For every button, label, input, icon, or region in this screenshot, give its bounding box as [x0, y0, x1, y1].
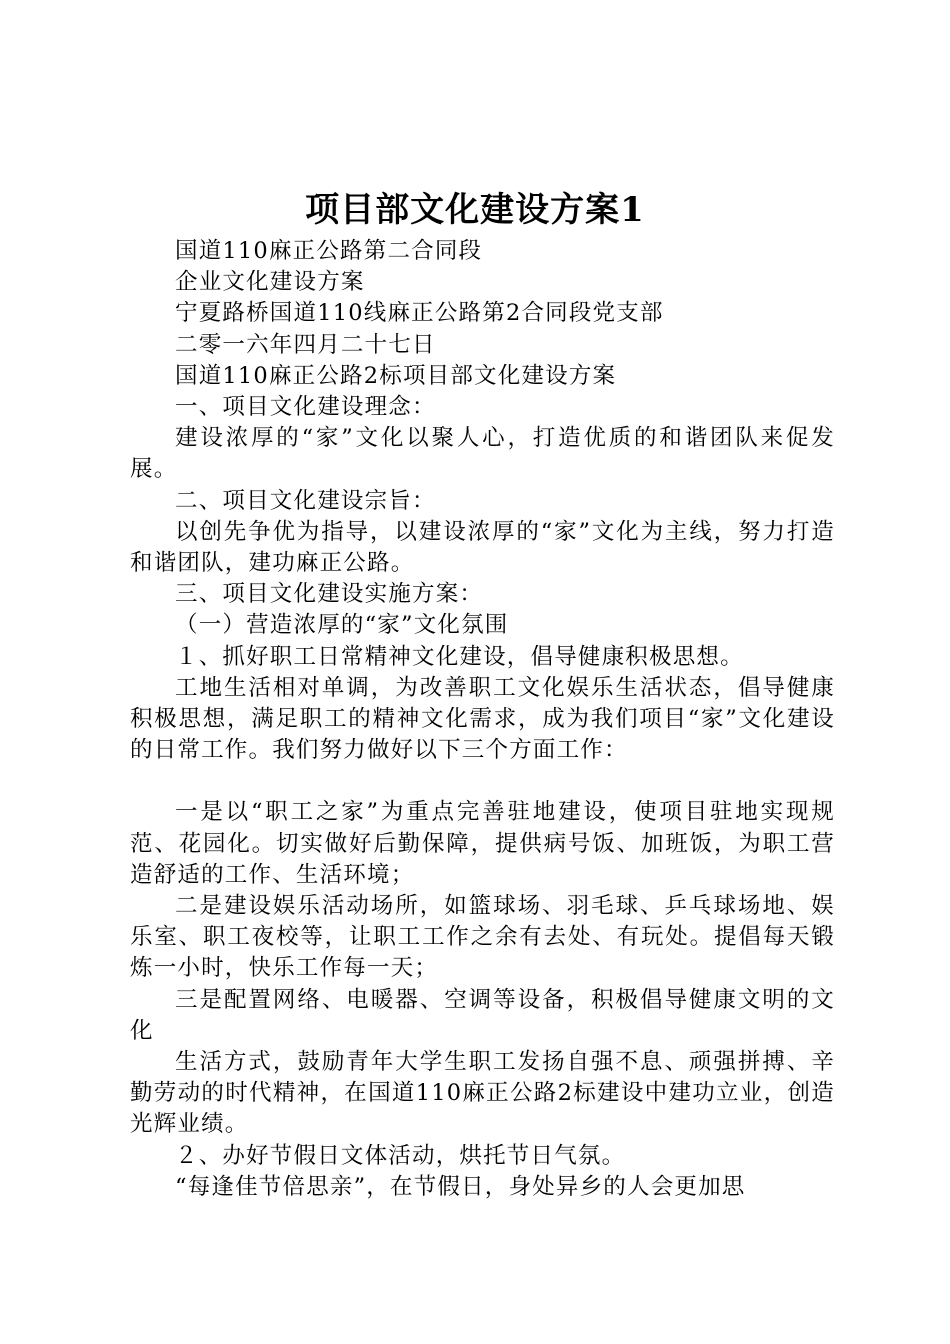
heading-purpose: 二、项目文化建设宗旨： — [175, 487, 436, 514]
paragraph-purpose: 以创先争优为指导，以建设浓厚的“家”文化为主线，努力打造和谐团队，建功麻正公路。 — [130, 518, 835, 577]
document-title: 项目部文化建设方案1 — [305, 190, 645, 230]
item-1-heading: １、抓好职工日常精神文化建设，倡导健康积极思想。 — [175, 643, 744, 670]
paragraph-lifestyle: 生活方式，鼓励青年大学生职工发扬自强不息、顽强拼搏、辛勤劳动的时代精神，在国道110麻正公路2标建设中建功立业，创造光辉业绩。 — [130, 1049, 835, 1138]
paragraph-point-one: 一是以“职工之家”为重点完善驻地建设，使项目驻地实现规范、花园化。切实做好后勤保障，提供病号饭、加班饭，为职工营造舒适的工作、生活环境； — [130, 799, 835, 888]
heading-implementation: 三、项目文化建设实施方案： — [175, 581, 484, 608]
paragraph-holiday: “每逢佳节倍思亲”，在节假日，身处异乡的人会更加思 — [175, 1173, 746, 1200]
document-body — [130, 236, 835, 1203]
paragraph-point-two: 二是建设娱乐活动场所，如篮球场、羽毛球、乒乓球场地、娱乐室、职工夜校等，让职工工作之余有去处、有玩处。提倡每天锻炼一小时，快乐工作每一天； — [130, 893, 835, 982]
paragraph-daily-work: 工地生活相对单调，为改善职工文化娱乐生活状态，倡导健康积极思想，满足职工的精神文化需求，成为我们项目“家”文化建设的日常工作。我们努力做好以下三个方面工作： — [130, 674, 835, 764]
paragraph-party-branch: 宁夏路桥国道110线麻正公路第2合同段党支部 — [175, 300, 664, 327]
heading-concept: 一、项目文化建设理念： — [175, 394, 436, 421]
paragraph-date: 二零一六年四月二十七日 — [175, 331, 436, 358]
paragraph-subtitle: 国道110麻正公路2标项目部文化建设方案 — [175, 362, 617, 389]
subheading-atmosphere: （一）营造浓厚的“家”文化氛围 — [175, 612, 509, 639]
paragraph-plan-name: 企业文化建设方案 — [175, 269, 365, 296]
item-2-heading: ２、办好节假日文体活动，烘托节日气氛。 — [175, 1142, 626, 1169]
paragraph-road-section: 国道110麻正公路第二合同段 — [175, 238, 483, 264]
paragraph-concept: 建设浓厚的“家”文化以聚人心，打造优质的和谐团队来促发展。 — [130, 425, 835, 483]
paragraph-point-three: 三是配置网络、电暖器、空调等设备，积极倡导健康文明的文化 — [130, 986, 835, 1044]
